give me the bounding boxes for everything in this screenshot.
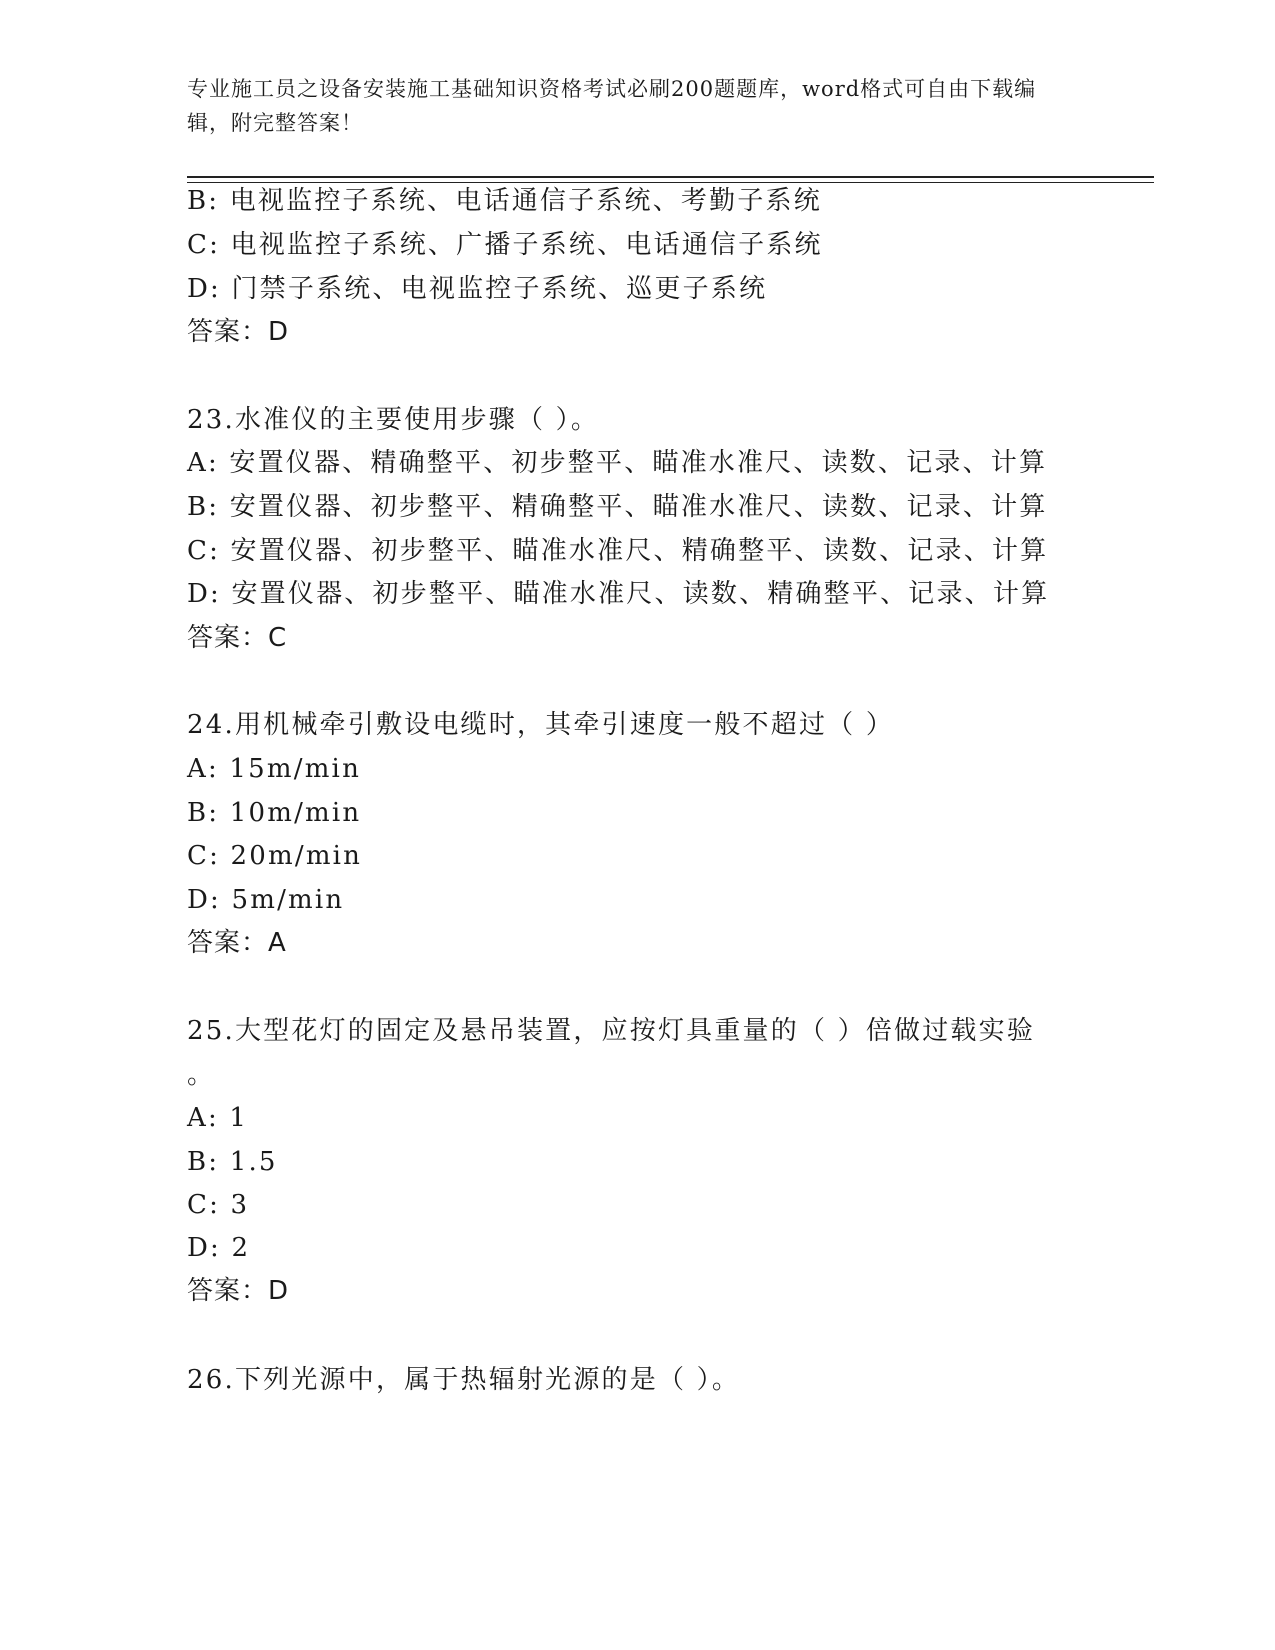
q23-question: 23.水准仪的主要使用步骤（ ）。 — [187, 405, 600, 435]
q23-option-b: B: 安置仪器、初步整平、精确整平、瞄准水准尺、读数、记录、计算 — [187, 492, 1048, 522]
q24-question: 24.用机械牵引敷设电缆时，其牵引速度一般不超过（ ） — [187, 710, 895, 740]
q25-option-b: B: 1.5 — [187, 1147, 278, 1177]
q23-answer: 答案：C — [187, 623, 288, 653]
q22-option-c: C: 电视监控子系统、广播子系统、电话通信子系统 — [187, 230, 823, 260]
q24-option-d: D: 5m/min — [187, 885, 345, 915]
q22-option-b: B: 电视监控子系统、电话通信子系统、考勤子系统 — [187, 186, 822, 216]
q25-question: 25.大型花灯的固定及悬吊装置，应按灯具重量的（ ）倍做过载实验 — [187, 1016, 1036, 1046]
q23-option-d: D: 安置仪器、初步整平、瞄准水准尺、读数、精确整平、记录、计算 — [187, 579, 1050, 609]
q25-option-c: C: 3 — [187, 1190, 250, 1220]
q25-answer: 答案：D — [187, 1276, 290, 1306]
q24-option-a: A: 15m/min — [187, 754, 362, 784]
q24-answer: 答案：A — [187, 928, 287, 958]
q25-option-a: A: 1 — [187, 1103, 249, 1133]
q22-answer: 答案：D — [187, 317, 290, 347]
q23-option-c: C: 安置仪器、初步整平、瞄准水准尺、精确整平、读数、记录、计算 — [187, 536, 1049, 566]
q26-question: 26.下列光源中，属于热辐射光源的是（ ）。 — [187, 1365, 741, 1395]
q23-option-a: A: 安置仪器、精确整平、初步整平、瞄准水准尺、读数、记录、计算 — [187, 448, 1048, 478]
header-rule-thick — [187, 176, 1154, 178]
q24-option-b: B: 10m/min — [187, 798, 362, 828]
document-header: 专业施工员之设备安装施工基础知识资格考试必刷200题题库，word格式可自由下载编辑，附完整答案！ — [187, 77, 1037, 135]
q25-option-d: D: 2 — [187, 1233, 251, 1263]
q25-question-continued: 。 — [187, 1060, 216, 1090]
q22-option-d: D: 门禁子系统、电视监控子系统、巡更子系统 — [187, 274, 768, 304]
q24-option-c: C: 20m/min — [187, 841, 363, 871]
